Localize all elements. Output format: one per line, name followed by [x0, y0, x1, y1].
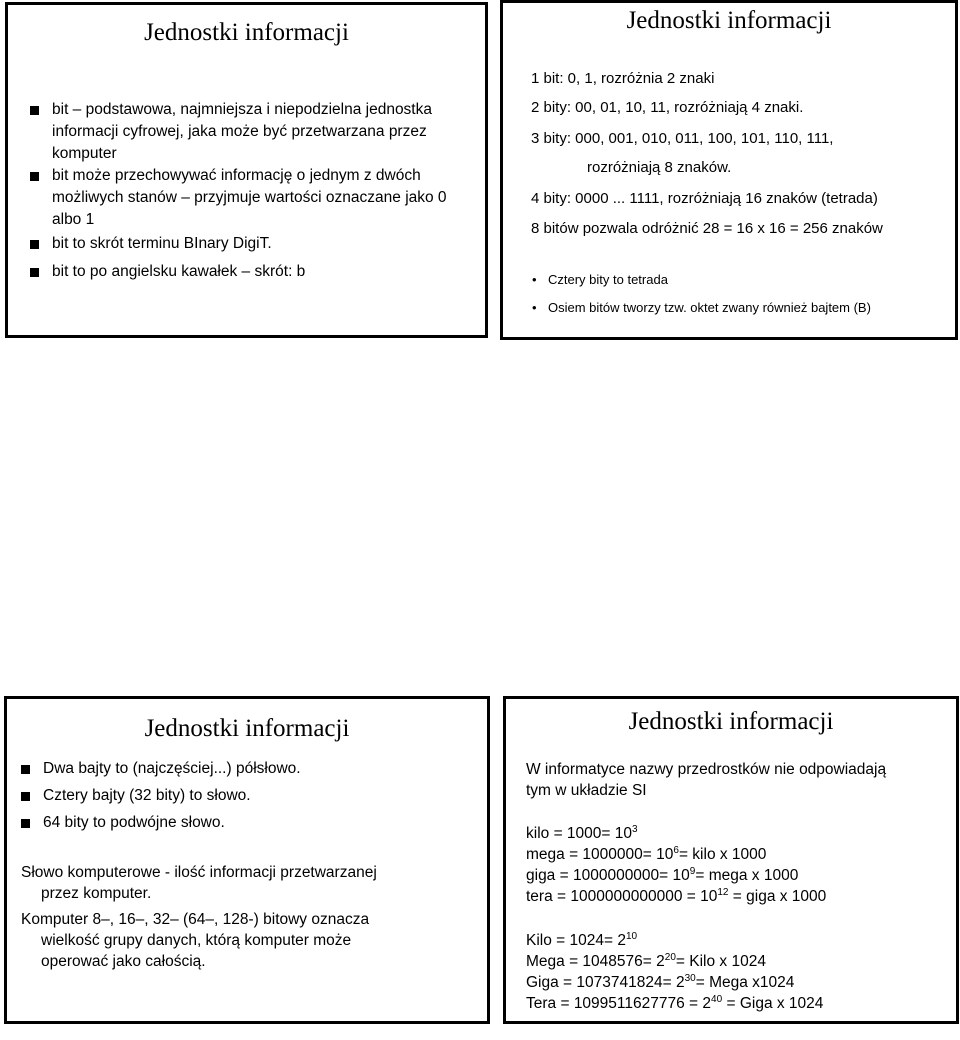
bullet-item — [52, 99, 452, 165]
text-line: 8 bitów pozwala odróżnić 28 = 16 x 16 = 256 znaków — [531, 220, 883, 237]
text-line: 3 bity: 000, 001, 010, 011, 100, 101, 110, 111, — [531, 130, 834, 147]
sub-bullet-item: • Osiem bitów tworzy tzw. oktet zwany również bajtem (B) — [548, 299, 871, 317]
text-line: 2 bity: 00, 01, 10, 11, rozróżniają 4 znaki. — [531, 99, 804, 116]
si-tera-line: tera = $1000000000000 = 10^{12}$ = giga x 1000 — [526, 886, 827, 905]
bullet-text: bit może przechowywać informację o jednym z dwóch możliwych stanów – przyjmuje wartości oznaczane jako 0 albo 1 — [52, 167, 447, 228]
slide-3 — [4, 696, 490, 1024]
slide-2 — [500, 0, 958, 340]
text-line: rozróżniają 8 znaków. — [587, 159, 732, 176]
bullet-item — [52, 165, 452, 231]
bin-giga-line: Giga = $1073741824= 2^{30}=$ Mega x1024 — [526, 972, 795, 991]
bin-kilo-line: Kilo = $1024= 2^{10}$ — [526, 930, 638, 949]
bullet-item — [52, 261, 452, 283]
square-bullet-icon — [21, 819, 30, 828]
bullet-text: bit to po angielsku kawałek – skrót: b — [52, 263, 306, 280]
slide-4 — [503, 696, 959, 1024]
bullet-item — [43, 812, 473, 834]
square-bullet-icon — [21, 792, 30, 801]
si-mega-line: mega = $1000000= 10^6=$ kilo x 1000 — [526, 844, 767, 863]
bullet-text: Dwa bajty to (najczęściej...) półsłowo. — [43, 760, 301, 777]
bullet-item — [43, 758, 473, 780]
bin-mega-line: Mega = $1048576= 2^{20}=$ Kilo x 1024 — [526, 951, 766, 970]
paragraph-line: Komputer 8–, 16–, 32– (64–, 128-) bitowy oznacza — [21, 911, 370, 928]
square-bullet-icon — [21, 765, 30, 774]
bullet-item — [52, 233, 452, 255]
si-giga-line: giga = $1000000000= 10^9=$ mega x 1000 — [526, 865, 799, 884]
slide-1-title: Jednostki informacji — [144, 19, 349, 46]
si-kilo-line: kilo = $1000= 10^3$ — [526, 823, 638, 842]
square-bullet-icon — [30, 240, 39, 249]
paragraph-line: przez komputer. — [41, 885, 152, 902]
paragraph-line: operować jako całością. — [41, 953, 206, 970]
bin-tera-line: Tera = $1099511627776 = 2^{40}$ = Giga x 1024 — [526, 993, 824, 1012]
slide-4-title: Jednostki informacji — [628, 708, 834, 735]
slide-1 — [5, 2, 488, 338]
square-bullet-icon — [30, 106, 39, 115]
sub-bullet-item: • Cztery bity to tetrada — [548, 271, 668, 289]
intro-line: W informatyce nazwy przedrostków nie odpowiadają — [526, 761, 887, 778]
bullet-text: bit – podstawowa, najmniejsza i niepodzielna jednostka informacji cyfrowej, jaka może być przetwarzana przez komputer — [52, 101, 432, 162]
bullet-text: 64 bity to podwójne słowo. — [43, 814, 225, 831]
bullet-text: bit to skrót terminu BInary DigiT. — [52, 235, 272, 252]
text-line: 4 bity: 0000 ... 1111, rozróżniają 16 znaków (tetrada) — [531, 190, 878, 207]
bullet-item — [43, 785, 473, 807]
paragraph-line: wielkość grupy danych, którą komputer może — [41, 932, 352, 949]
square-bullet-icon — [30, 268, 39, 277]
paragraph-line: Słowo komputerowe - ilość informacji przetwarzanej — [21, 864, 377, 881]
slide-3-title: Jednostki informacji — [144, 715, 350, 742]
bullet-text: Cztery bajty (32 bity) to słowo. — [43, 787, 251, 804]
intro-line: tym w układzie SI — [526, 782, 647, 799]
text-line: 1 bit: 0, 1, rozróżnia 2 znaki — [531, 70, 715, 87]
square-bullet-icon — [30, 172, 39, 181]
slide-2-title: Jednostki informacji — [626, 7, 832, 34]
